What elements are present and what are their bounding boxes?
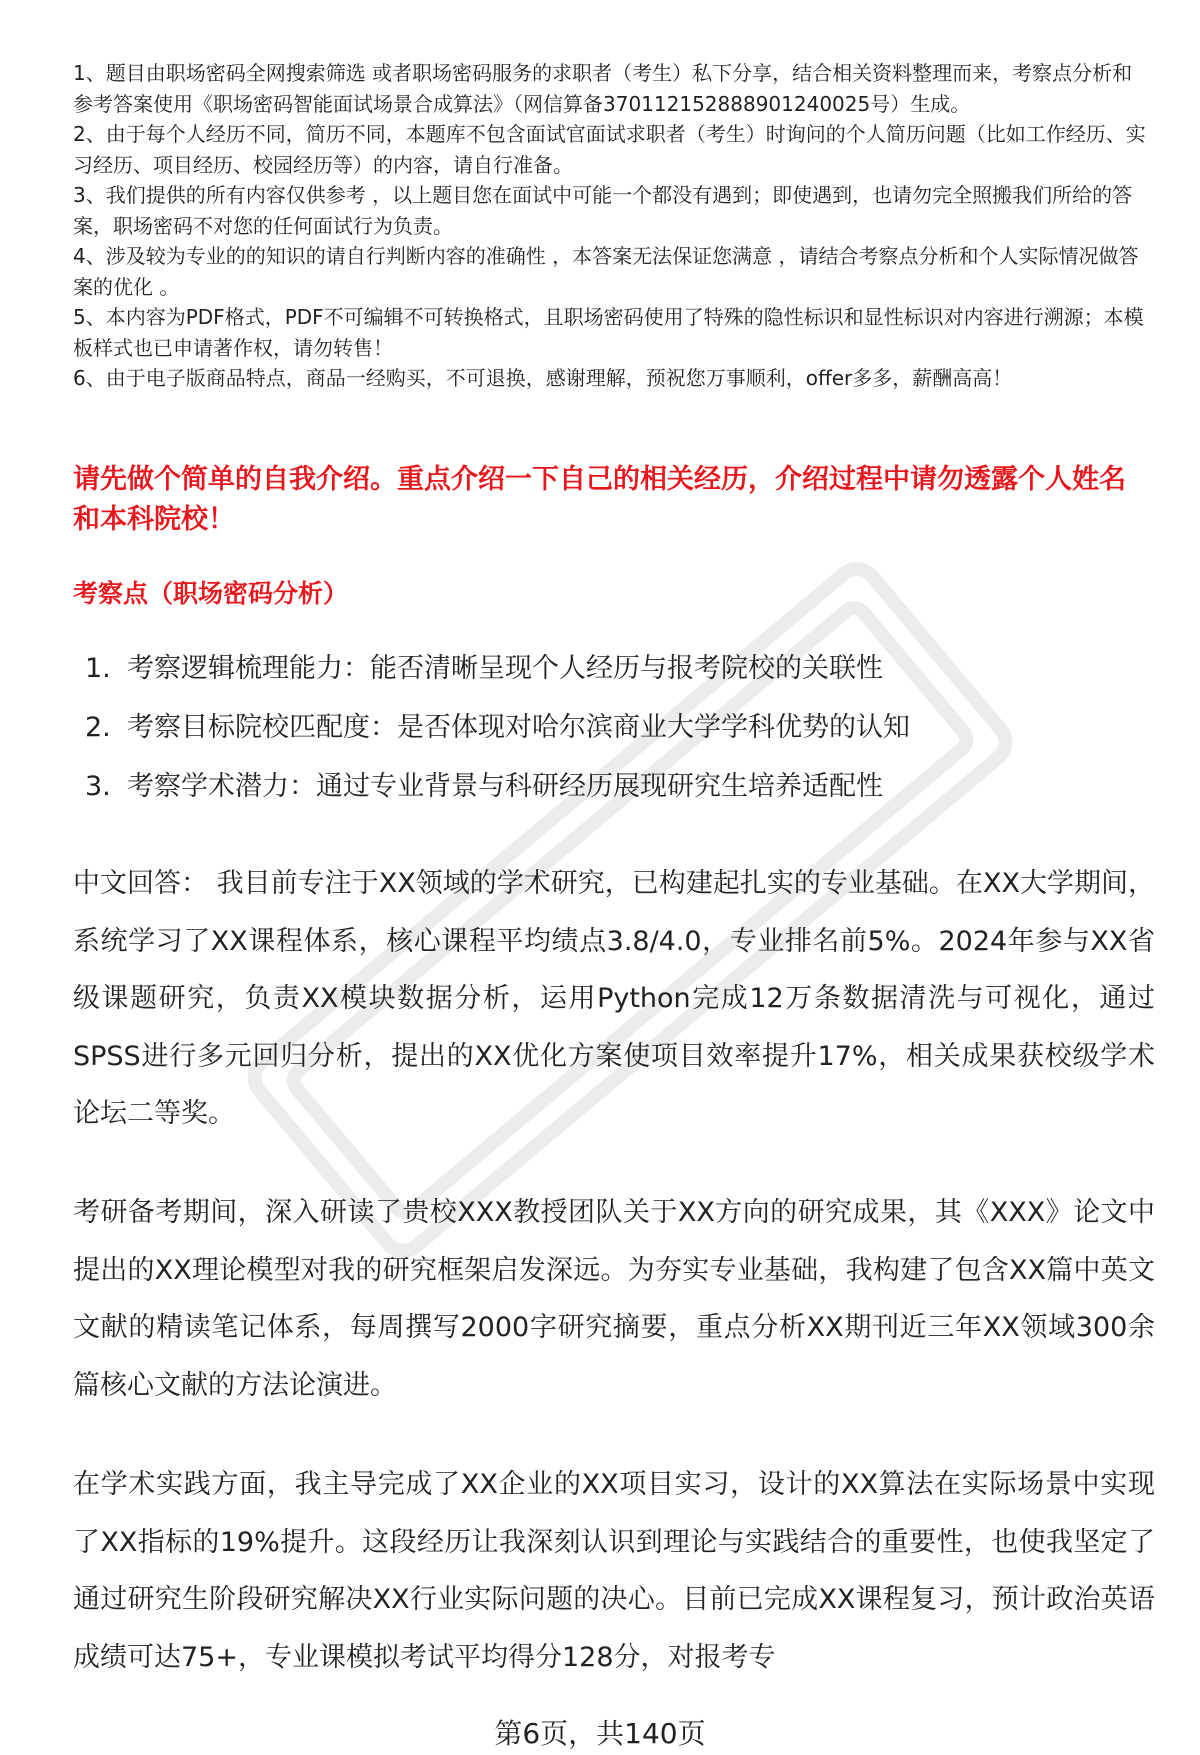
- page-number-footer: 第6页，共140页: [494, 1717, 706, 1750]
- answer-paragraph-1: 中文回答： 我目前专注于XX领域的学术研究，已构建起扎实的专业基础。在XX大学期间，系统学习了XX课程体系，核心课程平均绩点3.8/4.0，专业排名前5%。2024年参与XX省级课题研究，负责XX模块数据分析，运用Python完成12万条数据清洗与可视化，通过SPSS进行多元回归分析，提出的XX优化方案使项目效率提升17%，相关成果获校级学术论坛二等奖。: [73, 868, 1155, 1129]
- point-text: 考察逻辑梳理能力：能否清晰呈现个人经历与报考院校的关联性: [127, 653, 883, 684]
- point-number: 3.: [85, 771, 111, 802]
- analysis-point: [85, 650, 1145, 709]
- note-1: 1、题目由职场密码全网搜索筛选 或者职场密码服务的求职者（考生）私下分享，结合相关资料整理而来，考察点分析和参考答案使用《职场密码智能面试场景合成算法》（网信算备370112152888901240025号）生成。: [73, 61, 1133, 116]
- note-3: 3、我们提供的所有内容仅供参考 ，以上题目您在面试中可能一个都没有遇到；即使遇到，也请勿完全照搬我们所给的答案，职场密码不对您的任何面试行为负责。: [73, 183, 1133, 238]
- analysis-points-list: [85, 650, 1145, 827]
- interview-question: 请先做个简单的自我介绍。重点介绍一下自己的相关经历，介绍过程中请勿透露个人姓名和本科院校！: [73, 464, 1126, 535]
- analysis-heading: 考察点（职场密码分析）: [73, 579, 349, 608]
- note-4: 4、涉及较为专业的的知识的请自行判断内容的准确性 ，本答案无法保证您满意 ，请结合考察点分析和个人实际情况做答案的优化 。: [73, 244, 1139, 299]
- disclaimer-notes: [73, 58, 1151, 394]
- point-text: 考察学术潜力：通过专业背景与科研经历展现研究生培养适配性: [127, 771, 883, 802]
- answer-paragraph-3: 在学术实践方面，我主导完成了XX企业的XX项目实习，设计的XX算法在实际场景中实现了XX指标的19%提升。这段经历让我深刻认识到理论与实践结合的重要性，也使我坚定了通过研究生阶段研究解决XX行业实际问题的决心。目前已完成XX课程复习，预计政治英语成绩可达75+，专业课模拟考试平均得分128分，对报考专: [73, 1469, 1155, 1673]
- note-5: 5、本内容为PDF格式，PDF不可编辑不可转换格式，且职场密码使用了特殊的隐性标识和显性标识对内容进行溯源；本模板样式也已申请著作权，请勿转售！: [73, 305, 1144, 360]
- point-text: 考察目标院校匹配度：是否体现对哈尔滨商业大学学科优势的认知: [127, 712, 910, 743]
- analysis-point: [85, 709, 1145, 768]
- point-number: 1.: [85, 653, 111, 684]
- note-6: 6、由于电子版商品特点，商品一经购买，不可退换，感谢理解，预祝您万事顺利，offer多多，薪酬高高！: [73, 366, 1013, 390]
- point-number: 2.: [85, 712, 111, 743]
- analysis-point: [85, 768, 1145, 827]
- answer-paragraph-2: 考研备考期间，深入研读了贵校XXX教授团队关于XX方向的研究成果，其《XXX》论文中提出的XX理论模型对我的研究框架启发深远。为夯实专业基础，我构建了包含XX篇中英文文献的精读笔记体系，每周撰写2000字研究摘要，重点分析XX期刊近三年XX领域300余篇核心文献的方法论演进。: [73, 1197, 1155, 1401]
- note-2: 2、由于每个人经历不同，简历不同，本题库不包含面试官面试求职者（考生）时询问的个人简历问题（比如工作经历、实习经历、项目经历、校园经历等）的内容，请自行准备。: [73, 122, 1146, 177]
